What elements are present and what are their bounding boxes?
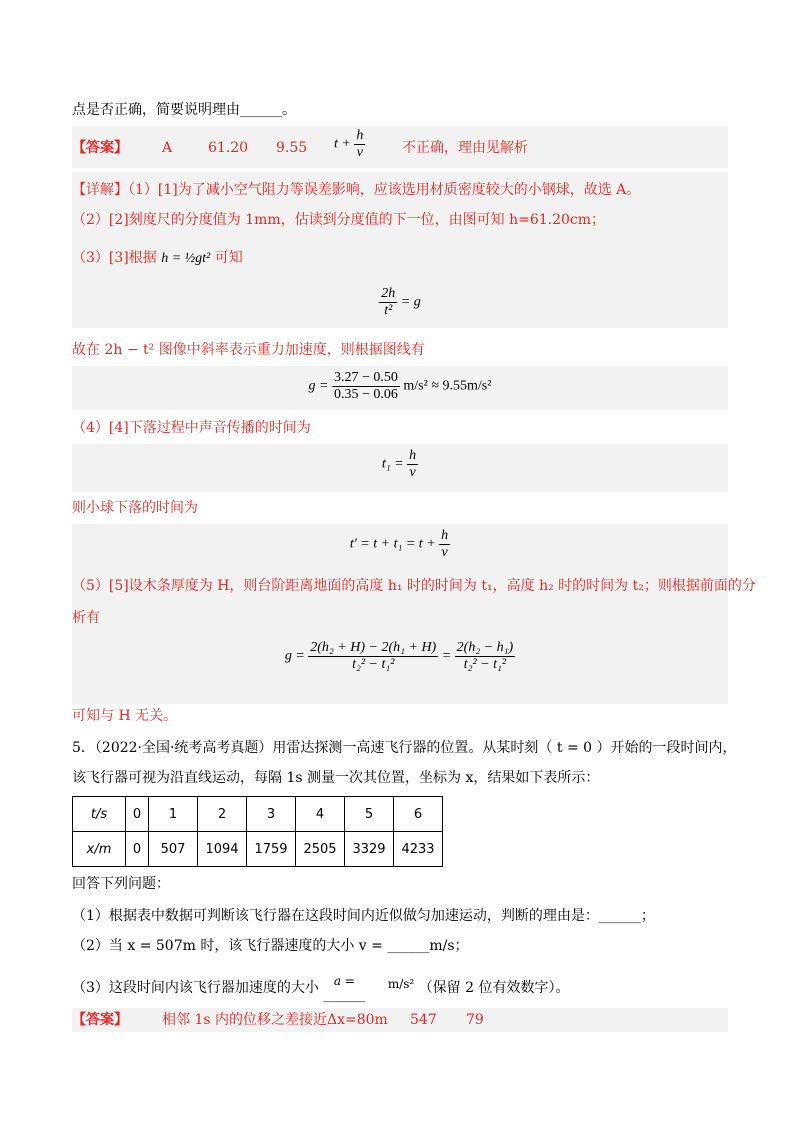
detail-p7b: 析有: [72, 610, 100, 626]
detail-p2: （2）[2]刻度尺的分度值为 1mm，估读到分度值的下一位，由图可知 h=61.20cm；: [72, 212, 606, 228]
detail-p1: 【详解】（1）[1]为了减小空气阻力等误差影响，应该选用材质密度较大的小钢球，故选 A。: [72, 182, 641, 198]
equation-5: g = $\frac{\text{2(h₂ + H) − 2(h₁ + H)}}{\text{t₂² − t₁²}}$ = $\frac{\text{2(h₂ − h₁)}}{\text{t₂² − t₁²}}$: [284, 640, 514, 672]
table-cell: 3: [247, 797, 296, 832]
question-5-prompt: 回答下列问题：: [72, 876, 170, 892]
table-cell: 1094: [198, 832, 247, 867]
question-5-line1: 5．（2022·全国·统考高考真题）用雷达探测一高速飞行器的位置。从某时刻（ t = 0 ）开始的一段时间内，: [72, 740, 737, 756]
answer-tag-q5: 【答案】: [72, 1012, 128, 1028]
table-cell: t/s: [73, 797, 126, 832]
table-cell: 1759: [247, 832, 296, 867]
detail-p3: （3）[3]根据 h = ½gt² 可知: [72, 250, 243, 266]
table-cell: 2: [198, 797, 247, 832]
table-cell: 6: [394, 797, 443, 832]
detail-p8: 可知与 H 无关。: [72, 708, 178, 724]
detail-p6: 则小球下落的时间为: [72, 500, 198, 516]
table-cell: 3329: [345, 832, 394, 867]
table-cell: 0: [126, 797, 149, 832]
answer-q5-2: 547: [410, 1012, 437, 1028]
table-cell: 0: [126, 832, 149, 867]
answer-q4-1: A: [162, 140, 173, 156]
detail-p7a: （5）[5]设木条厚度为 H，则台阶距离地面的高度 h₁ 时的时间为 t₁，高度 h₂ 时的时间为 t₂；则根据前面的分: [72, 578, 756, 594]
answer-q4-4: t + $\frac{h}{v}$: [334, 128, 364, 160]
answer-q5-1: 相邻 1s 内的位移之差接近Δx=80m: [162, 1012, 388, 1028]
table-cell: 4233: [394, 832, 443, 867]
detail-p4: 故在 2h − t² 图像中斜率表示重力加速度，则根据图线有: [72, 342, 425, 358]
answer-q4-5: 不正确，理由见解析: [402, 140, 528, 156]
question-4-tail: 点是否正确，简要说明理由______。: [72, 102, 296, 118]
equation-2: g = $\frac{3.27 - 0.50}{0.35 - 0.06}$ m/s² ≈ 9.55m/s²: [308, 370, 492, 402]
answer-q4-3: 9.55: [276, 140, 308, 156]
table-row: [73, 832, 443, 867]
table-cell: 2505: [296, 832, 345, 867]
position-table: [72, 796, 443, 867]
question-5-sub2: （2）当 x = 507m 时，该飞行器速度的大小 v = ______m/s；: [72, 938, 469, 954]
question-5-sub3: （3）这段时间内该飞行器加速度的大小 a = ______ m/s² （保留 2 位有效数字）。: [72, 974, 570, 1003]
table-cell: 507: [149, 832, 198, 867]
question-5-sub1: （1）根据表中数据可判断该飞行器在这段时间内近似做匀加速运动，判断的理由是：______；: [72, 908, 655, 924]
answer-q4-2: 61.20: [208, 140, 249, 156]
table-row: [73, 797, 443, 832]
table-cell: 4: [296, 797, 345, 832]
answer-q5-3: 79: [466, 1012, 484, 1028]
equation-3: t₁ = $\frac{h}{v}$: [381, 448, 417, 480]
table-cell: 5: [345, 797, 394, 832]
answer-tag-q4: 【答案】: [72, 140, 128, 156]
detail-p5: （4）[4]下落过程中声音传播的时间为: [72, 420, 311, 436]
table-cell: x/m: [73, 832, 126, 867]
equation-1: $\frac{2h}{\text{t²}}$ = g: [381, 286, 421, 318]
question-5-line2: 该飞行器可视为沿直线运动，每隔 1s 测量一次其位置，坐标为 x，结果如下表所示：: [72, 770, 600, 786]
equation-4: t′ = t + t₁ = t + $\frac{h}{v}$: [349, 528, 449, 560]
table-cell: 1: [149, 797, 198, 832]
